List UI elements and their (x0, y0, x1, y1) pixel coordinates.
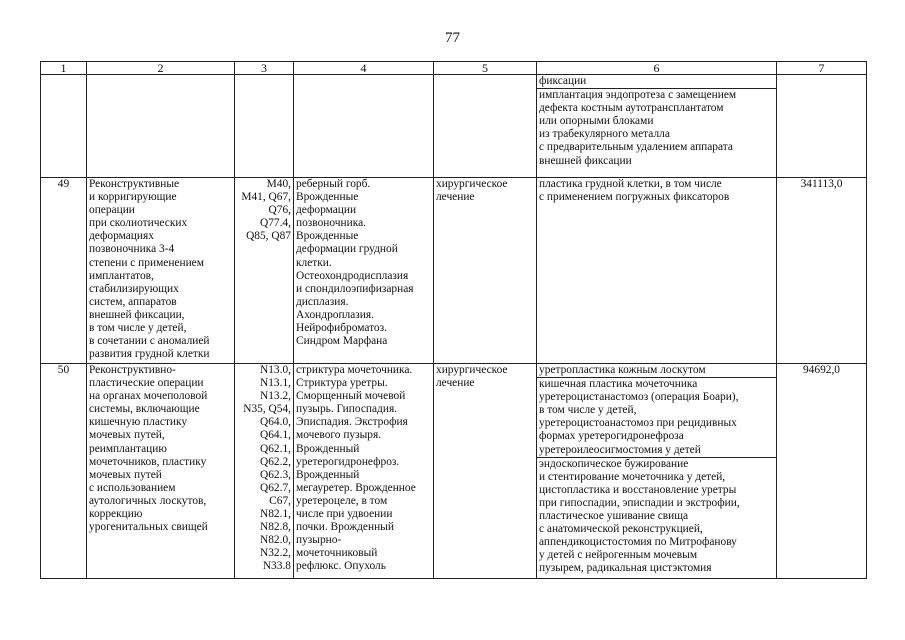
methods-cell (537, 178, 777, 364)
method-block: имплантация эндопротеза с замещением дефекта костным аутотрансплантатом или опорными блоками из трабекулярного металла с предварительным удалением аппарата внешней фиксации (539, 89, 737, 167)
care-type-name: Реконструктивно- пластические операции на органах мочеполовой системы, включающие кишечную пластику мочевых путей, реимплантацию мочеточников, пластику мочевых путей с использованием аутологичных лоскутов, коррекцию урогенитальных свищей (87, 364, 235, 579)
page-number: 77 (445, 30, 460, 46)
diagnosis-codes: N13.0, N13.1, N13.2, N35, Q54, Q64.0, Q64.1, Q62.1, Q62.2, Q62.3, Q62.7, C67, N82.1, N82.8, N82.0, N32.2, N33.8 (235, 364, 294, 579)
method-block: пластика грудной клетки, в том числе с применением погружных фиксаторов (539, 178, 730, 204)
table-row (41, 178, 867, 364)
treatment-type: хирургическое лечение (434, 364, 537, 579)
care-type-name: Реконструктивные и корригирующие операции при сколиотических деформациях позвоночника 3-4 степени с применением имплантатов, стабилизирующих систем, аппаратов внешней фиксации, в том числе у детей, в сочетании с аномалией развития грудной клетки (87, 178, 235, 364)
services-table (40, 61, 867, 579)
method-block: уретропластика кожным лоскутом (537, 364, 776, 378)
column-header: 3 (235, 62, 294, 75)
column-header: 5 (434, 62, 537, 75)
methods-cell (537, 364, 777, 579)
methods-cell (537, 75, 777, 178)
column-header: 4 (294, 62, 434, 75)
cost-value: 341113,0 (777, 178, 867, 364)
row-number: 49 (41, 178, 87, 364)
column-header: 2 (87, 62, 235, 75)
column-header: 7 (777, 62, 867, 75)
cost-value: 94692,0 (777, 364, 867, 579)
row-number: 50 (41, 364, 87, 579)
patient-model: стриктура мочеточника. Стриктура уретры. Сморщенный мочевой пузырь. Гипоспадия. Эписпадия. Экстрофия мочевого пузыря. Врожденный уретерогидронефроз. Врожденный мегауретер. Врожденное уретероцеле, в том числе при удвоении почки. Врожденный пузырно- мочеточниковый рефлюкс. Опухоль (294, 364, 434, 579)
table-row (41, 364, 867, 579)
method-block: эндоскопическое бужирование и стентирование мочеточника у детей, цистопластика и восстановление уретры при гипоспадии, эписпадии и экстрофии, пластическое ушивание свища с анатомической реконструкцией, аппендикоцистостомия по Митрофанову у детей с нейрогенным мочевым пузырем, радикальная цистэктомия (539, 457, 740, 575)
treatment-type: хирургическое лечение (434, 178, 537, 364)
diagnosis-codes: M40, M41, Q67, Q76, Q77.4, Q85, Q87 (235, 178, 294, 364)
continuation-row (41, 75, 867, 178)
column-header: 6 (537, 62, 777, 75)
method-block: кишечная пластика мочеточника уретероцистанастомоз (операция Боари), в том числе у детей, уретероцистоанастомоз при рецидивных формах уретерогидронефроза уретероилеосигмостомия у детей (537, 378, 776, 458)
patient-model: реберный горб. Врожденные деформации позвоночника. Врожденные деформации грудной клетки. Остеохондродисплазия и спондилоэпифизарная дисплазия. Ахондроплазия. Нейрофиброматоз. Синдром Марфана (294, 178, 434, 364)
column-header: 1 (41, 62, 87, 75)
method-block: фиксации (537, 75, 776, 89)
column-number-row (41, 62, 867, 75)
